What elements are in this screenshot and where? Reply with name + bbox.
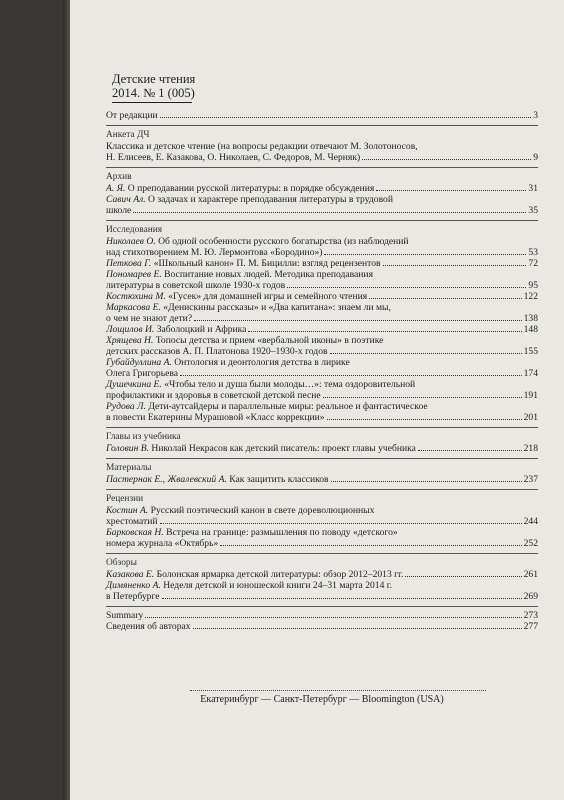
toc-closing-entry (106, 621, 538, 632)
dot-leader (180, 374, 522, 376)
entry-page: 138 (523, 313, 538, 324)
toc-entry (106, 569, 538, 580)
entry-title-line: детских рассказов А. П. Платонова 1920–1930-х годов (106, 346, 328, 357)
entry-title-line: «Денискины рассказы» и «Два капитана»: знаем ли мы, (163, 302, 391, 313)
entry-title-line: Об одной особенности русского богатырства (из наблюдений (158, 236, 409, 247)
toc-entry (106, 236, 538, 258)
dot-leader (287, 286, 526, 288)
entry-title-line: Русский поэтический канон в свете дореволюционных (150, 505, 375, 516)
section-divider (106, 427, 538, 428)
entry-author: Савич Ал. (106, 194, 146, 205)
entry-author: Маркасова Е. (106, 302, 161, 313)
section-title: Исследования (106, 225, 163, 235)
section-divider (106, 167, 538, 168)
toc-entry (106, 269, 538, 291)
journal-issue: 2014. № 1 (005) (112, 86, 195, 100)
dot-leader (160, 116, 532, 118)
toc-closing-entry (106, 610, 538, 621)
closing-page: 273 (523, 610, 538, 621)
entry-page: 148 (523, 324, 538, 335)
entry-page: 31 (528, 183, 538, 194)
toc-entry (106, 335, 538, 357)
section-title: Архив (106, 172, 132, 182)
entry-title-line: хрестоматий (106, 516, 158, 527)
entry-title-line: Воспитание новых людей. Методика преподавания (164, 269, 373, 280)
section-title: Рецензии (106, 494, 144, 504)
toc-entry (106, 527, 538, 549)
dot-leader (369, 297, 521, 299)
entry-page: 122 (523, 291, 538, 302)
toc (106, 110, 538, 632)
toc-entry (106, 141, 538, 163)
entry-title-line: в Петербурге (106, 591, 160, 602)
entry-page: 35 (528, 205, 538, 216)
entry-page: 244 (523, 516, 538, 527)
footer-rule (190, 690, 486, 691)
entry-author: Рудова Л. (106, 401, 146, 412)
dot-leader (405, 575, 521, 577)
toc-entry (106, 258, 538, 269)
dot-leader (330, 352, 522, 354)
toc-entry (106, 291, 538, 302)
entry-title-line: Дети-аутсайдеры и параллельные миры: реальное и фантастическое (148, 401, 428, 412)
entry-title-line: О задачах и характере преподавания литературы в трудовой (148, 194, 393, 205)
section-divider (106, 553, 538, 554)
entry-title-line: Н. Елисеев, Е. Казакова, О. Николаев, С. Федоров, М. Черняк) (106, 152, 361, 163)
entry-page: 95 (528, 280, 538, 291)
dot-leader (331, 480, 522, 482)
entry-title-line: «Гусек» для домашней игры и семейного чтения (168, 291, 368, 302)
entry-title-line: о чем не знают дети? (106, 313, 193, 324)
entry-author: А. Я. (106, 183, 126, 194)
journal-header (112, 72, 195, 103)
dot-leader (133, 211, 526, 213)
entry-title-line: «Школьный канон» П. М. Бицилли: взгляд рецензентов (153, 258, 381, 269)
dot-leader (323, 396, 522, 398)
section-divider (106, 220, 538, 221)
section-divider (106, 489, 538, 490)
section-divider (106, 606, 538, 607)
entry-title-line: «Чтобы тело и душа были молоды…»: тема оздоровительной (164, 379, 416, 390)
entry-author: Губайдуллина А. (106, 357, 172, 368)
publisher-cities: Екатеринбург — Санкт-Петербург — Bloomington (USA) (200, 694, 444, 705)
toc-intro (106, 110, 538, 121)
section-divider (106, 125, 538, 126)
entry-title-line: номера журнала «Октябрь» (106, 538, 219, 549)
toc-entry (106, 505, 538, 527)
entry-page: 261 (523, 569, 538, 580)
dot-leader (160, 522, 522, 524)
dot-leader (376, 189, 526, 191)
entry-title-line: над стихотворением М. Ю. Лермонтова «Бородино») (106, 247, 323, 258)
toc-entry (106, 443, 538, 454)
entry-page: 237 (523, 474, 538, 485)
entry-title-line: литературы в советской школе 1930-х годов (106, 280, 286, 291)
entry-author: Лощилов И. (106, 324, 155, 335)
dot-leader (327, 418, 522, 420)
dot-leader (162, 597, 522, 599)
entry-title-line: Как защитить классиков (229, 474, 329, 485)
entry-title-line: школе (106, 205, 132, 216)
entry-page: 9 (533, 152, 538, 163)
dot-leader (220, 544, 521, 546)
entry-author: Петкова Г. (106, 258, 152, 269)
section-divider (106, 458, 538, 459)
entry-title-line: Топосы детства и прием «вербальной иконы» в поэтике (155, 335, 384, 346)
entry-title-line: Неделя детской и юношеской книги 24–31 марта 2014 г. (163, 580, 393, 591)
entry-author: Николаев О. (106, 236, 156, 247)
entry-title-line: Олега Григорьева (106, 368, 179, 379)
toc-entry (106, 379, 538, 401)
section-title: Материалы (106, 463, 152, 473)
dot-leader (324, 253, 526, 255)
toc-entry (106, 194, 538, 216)
journal-title: Детские чтения (112, 72, 196, 86)
entry-title-line: профилактики и здоровья в советской детской песне (106, 390, 321, 401)
toc-intro-title: От редакции (106, 110, 158, 121)
entry-page: 53 (528, 247, 538, 258)
toc-entry (106, 357, 538, 379)
closing-title: Сведения об авторах (106, 621, 191, 632)
toc-entry (106, 580, 538, 602)
entry-page: 269 (523, 591, 538, 602)
dot-leader (145, 616, 521, 618)
header-rule (112, 102, 192, 103)
entry-author: Костин А. (106, 505, 149, 516)
entry-page: 72 (528, 258, 538, 269)
table-of-contents-page (70, 0, 564, 800)
dot-leader (362, 158, 531, 160)
entry-page: 191 (523, 390, 538, 401)
dot-leader (383, 264, 527, 266)
entry-title-line: Онтология и деонтология детства в лирике (174, 357, 350, 368)
toc-entry (106, 302, 538, 324)
closing-page: 277 (523, 621, 538, 632)
toc-entry (106, 183, 538, 194)
entry-author: Димяненко А. (106, 580, 161, 591)
entry-title-line: Болонская ярмарка детской литературы: обзор 2012–2013 гг. (156, 569, 404, 580)
entry-author: Казакова Е. (106, 569, 155, 580)
closing-title: Summary (106, 610, 144, 621)
dot-leader (418, 449, 522, 451)
entry-author: Пономарев Е. (106, 269, 162, 280)
entry-author: Хрящева Н. (106, 335, 154, 346)
toc-entry (106, 324, 538, 335)
toc-entry (106, 401, 538, 423)
section-title: Главы из учебника (106, 432, 181, 442)
entry-author: Головин В. (106, 443, 149, 454)
dot-leader (193, 627, 522, 629)
entry-title-line: Николай Некрасов как детский писатель: проект главы учебника (151, 443, 416, 454)
entry-title-line: О преподавании русской литературы: в порядке обсуждения (127, 183, 375, 194)
entry-page: 155 (523, 346, 538, 357)
entry-author: Душечкина Е. (106, 379, 162, 390)
entry-page: 201 (523, 412, 538, 423)
entry-page: 218 (523, 443, 538, 454)
entry-author: Барковская Н. (106, 527, 164, 538)
entry-page: 252 (523, 538, 538, 549)
entry-title-line: Заболоцкий и Африка (156, 324, 247, 335)
dot-leader (194, 319, 522, 321)
section-title: Обзоры (106, 558, 137, 568)
entry-title-line: Классика и детское чтение (на вопросы редакции отвечают М. Золотоносов, (106, 141, 418, 152)
entry-title-line: в повести Екатерины Мурашовой «Класс коррекции» (106, 412, 325, 423)
section-title: Анкета ДЧ (106, 130, 150, 140)
dot-leader (248, 330, 521, 332)
toc-entry (106, 474, 538, 485)
entry-author: Пастернак Е., Жвалевский А. (106, 474, 227, 485)
entry-page: 174 (523, 368, 538, 379)
entry-title-line: Встреча на границе: размышления по поводу «детского» (166, 527, 398, 538)
entry-author: Костюхина М. (106, 291, 166, 302)
toc-intro-page: 3 (533, 110, 538, 121)
